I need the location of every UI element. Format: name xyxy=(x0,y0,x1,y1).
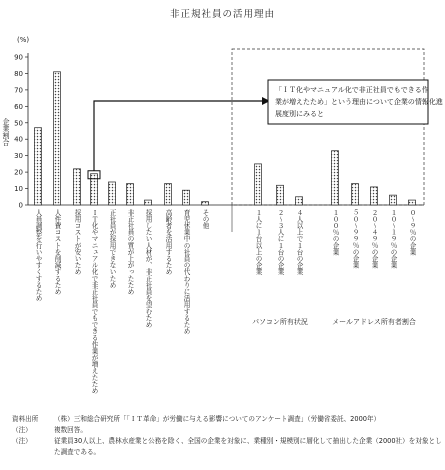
category-label: １人に１台以上の企業 xyxy=(254,209,262,275)
note-1 xyxy=(12,425,442,436)
bar xyxy=(371,187,378,205)
group-label-mail: メールアドレス所有者割合 xyxy=(332,318,416,326)
category-label: ５０～９９％の企業 xyxy=(351,209,359,269)
y-tick-label: 50 xyxy=(14,119,23,128)
bar xyxy=(74,169,81,205)
bar xyxy=(255,164,262,205)
category-labels xyxy=(34,208,416,394)
group-label-pc: パソコン所有状況 xyxy=(252,318,308,326)
note-1-key: （注） xyxy=(12,426,32,434)
category-label: 育児休業中の社員の代わりに活用するため xyxy=(182,209,190,335)
bar xyxy=(332,151,339,205)
source-key: 資料出所 xyxy=(12,415,39,423)
annotation xyxy=(94,80,443,171)
y-tick-label: 20 xyxy=(14,168,23,177)
category-label: 採用したい人材が、非正社員を望むため xyxy=(144,209,152,328)
bar xyxy=(409,200,416,205)
note-2 xyxy=(12,436,442,458)
notes xyxy=(12,414,442,458)
annotation-line: 「ＩＴ化やマニュアル化で非正社員でもできる作 xyxy=(275,86,429,94)
y-tick-label: 60 xyxy=(14,102,23,111)
note-2-text: 従業員30人以上、農林水産業と公務を除く、全国の企業を対象に、業種別・規模別に層化して抽出した企業（2000社）を対象とした調査である。 xyxy=(54,437,442,456)
bar xyxy=(202,202,209,205)
bar xyxy=(390,195,397,205)
chart-title: 非正規社員の活用理由 xyxy=(169,9,275,20)
bar xyxy=(127,184,134,205)
annotation-line: 展度別にみると xyxy=(275,110,324,118)
category-label: １００％の企業 xyxy=(331,209,339,256)
category-label: １０～１９％の企業 xyxy=(389,209,397,269)
y-tick-label: 80 xyxy=(14,69,23,78)
y-tick-label: 0 xyxy=(18,201,23,210)
category-label: ２０～４９％の企業 xyxy=(370,209,378,269)
y-tick-label: 40 xyxy=(14,135,23,144)
category-label: 正社員が採用できないため xyxy=(108,209,116,289)
group-labels xyxy=(252,317,416,326)
category-label: ４人以上で１台の企業 xyxy=(295,209,303,275)
bar xyxy=(35,128,42,205)
category-label: その他 xyxy=(201,209,209,229)
category-label: ＩＴ化やマニュアル化で非正社員でもできる作業が増えたため xyxy=(90,209,98,394)
bar xyxy=(165,184,172,205)
bar xyxy=(352,184,359,205)
category-label: 人件費コストを削減するため xyxy=(53,209,61,295)
y-unit: (%) xyxy=(17,36,30,44)
bar xyxy=(54,72,61,205)
y-tick-label: 90 xyxy=(14,53,23,62)
y-tick-label: 10 xyxy=(14,185,23,194)
y-axis-title: 企業割合 xyxy=(2,118,10,146)
category-label: 非正社員の質が上がったため xyxy=(126,209,134,295)
annotation-arrow xyxy=(94,101,262,171)
bar xyxy=(277,185,284,205)
y-tick-label: 70 xyxy=(14,86,23,95)
source-text: （株）三和総合研究所「「ＩＴ革命」が労働に与える影響についてのアンケート調査」（労働省委託、2000年） xyxy=(54,415,381,423)
category-label: ２～３人に１台の企業 xyxy=(276,209,284,275)
bar xyxy=(296,197,303,205)
source-note xyxy=(12,414,442,425)
note-2-key: （注） xyxy=(12,437,32,445)
note-1-text: 複数回答。 xyxy=(54,426,87,434)
category-label: 人員調整を行いやすくするため xyxy=(34,209,42,302)
y-tick-label: 30 xyxy=(14,152,23,161)
annotation-line: 業が増えたため」という理由について企業の情報化進 xyxy=(275,98,443,106)
category-label: 採用コストが安いため xyxy=(73,209,81,275)
bar xyxy=(183,190,190,205)
y-axis xyxy=(2,36,424,232)
category-label: 高齢者を活用するため xyxy=(164,209,172,275)
category-label: ０～９％の企業 xyxy=(408,209,416,256)
bar xyxy=(145,200,152,205)
bar xyxy=(109,182,116,205)
